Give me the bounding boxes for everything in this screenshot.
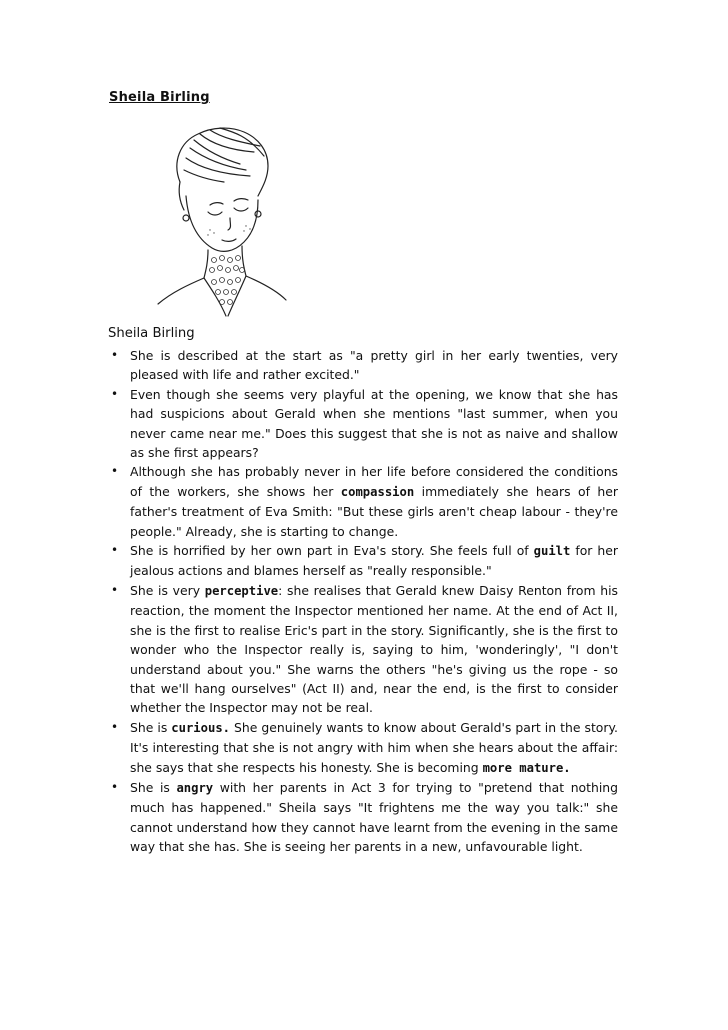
image-caption: Sheila Birling bbox=[108, 326, 195, 341]
emphasis-text: curious. bbox=[171, 720, 230, 735]
bullet-point bbox=[108, 346, 618, 385]
bullet-marker: • bbox=[111, 386, 119, 401]
emphasis-text: guilt bbox=[533, 544, 571, 559]
bullet-point bbox=[108, 541, 618, 581]
bullet-text: Even though she seems very playful at the opening, we know that she has had suspicions about Gerald when she mentions "last summer, when you never came near me." Does this suggest that she is not as naive and shallow as she first appears? bbox=[130, 386, 618, 461]
bullet-marker: • bbox=[111, 543, 119, 558]
emphasis-text: angry bbox=[176, 780, 214, 795]
bullet-point bbox=[108, 581, 618, 718]
bullet-list bbox=[108, 346, 618, 857]
bullet-text: She is described at the start as "a pretty girl in her early twenties, very pleased with life and rather excited." bbox=[130, 348, 618, 383]
bullet-marker: • bbox=[111, 464, 119, 479]
sheila-portrait-illustration bbox=[150, 122, 290, 318]
bullet-point bbox=[108, 385, 618, 463]
bullet-point bbox=[108, 778, 618, 857]
bullet-text: She is horrified by her own part in Eva's story. She feels full of bbox=[130, 543, 534, 559]
bullet-marker: • bbox=[111, 779, 119, 794]
bullet-text: She genuinely wants to know about Gerald's part in the story. It's interesting that she is not angry with him when she hears about the affair: she says that she respects his honesty. She is becoming bbox=[130, 719, 618, 775]
bullet-text: Although she has probably never in her life before considered the conditions of the workers, she shows her bbox=[130, 464, 618, 499]
bullet-point bbox=[108, 462, 618, 541]
page-heading: Sheila Birling bbox=[109, 90, 210, 105]
bullet-text: with her parents in Act 3 for trying to "pretend that nothing much has happened." Sheila says "It frightens me the way you talk:" she cannot understand how they cannot have learnt from the evening in the same way that she has. She is seeing her parents in a new, unfavourable light. bbox=[130, 779, 618, 855]
emphasis-text: compassion bbox=[340, 484, 415, 499]
bullet-text: immediately she hears of her father's treatment of Eva Smith: "But these girls aren't cheap labour - they're people." Already, she is starting to change. bbox=[130, 483, 618, 539]
bullet-marker: • bbox=[111, 582, 119, 597]
bullet-marker: • bbox=[111, 719, 119, 734]
bullet-text: : she realises that Gerald knew Daisy Renton from his reaction, the moment the Inspector mentioned her name. At the end of Act II, she is the first to realise Eric's part in the story. Significantly, she is the first to wonder who the Inspector really is, saying to him, 'wonderingly', "I don't understand about you." She warns the others "he's giving us the rope - so that we'll hang ourselves" (Act II) and, near the end, is the first to consider whether the Inspector may not be real. bbox=[130, 582, 618, 716]
emphasis-text: perceptive bbox=[204, 583, 279, 598]
bullet-text: She is very bbox=[130, 582, 205, 598]
bullet-text: for her jealous actions and blames herself as "really responsible." bbox=[130, 543, 618, 579]
bullet-text: She is bbox=[130, 719, 172, 735]
bullet-text: She is bbox=[130, 779, 177, 795]
bullet-marker: • bbox=[111, 348, 119, 362]
bullet-point bbox=[108, 718, 618, 778]
emphasis-text: more mature. bbox=[482, 760, 571, 775]
